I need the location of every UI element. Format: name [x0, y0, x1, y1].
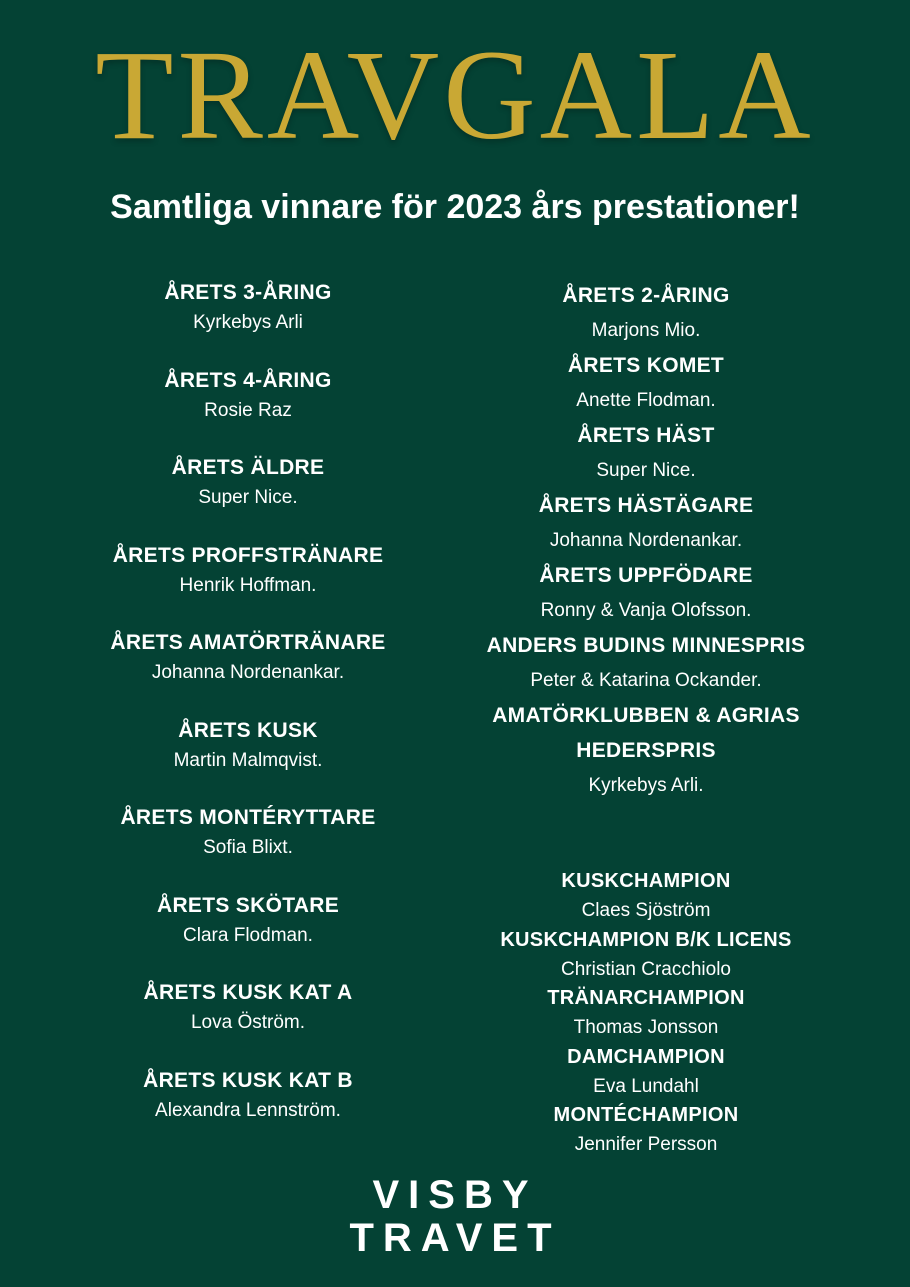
award-item [80, 891, 416, 979]
award-winner: Johanna Nordenankar. [151, 662, 345, 683]
champion-heading: KUSKCHAMPION B/K LICENS [500, 928, 792, 951]
award-winner: Kyrkebys Arli [193, 312, 303, 333]
champion-item [466, 926, 826, 985]
award-heading: ÅRETS UPPFÖDARE [539, 564, 753, 587]
award-item [80, 366, 416, 454]
right-award-column [466, 278, 826, 803]
award-item [466, 488, 826, 558]
award-item [80, 1066, 416, 1154]
award-heading: ÅRETS MONTÉRYTTARE [120, 806, 376, 829]
champion-item [466, 984, 826, 1043]
award-heading: ANDERS BUDINS MINNESPRIS [486, 634, 806, 657]
champion-winner: Claes Sjöström [581, 900, 711, 921]
award-item [80, 628, 416, 716]
award-item [80, 978, 416, 1066]
champion-winner: Christian Cracchiolo [560, 958, 731, 980]
award-item [80, 278, 416, 366]
award-item [80, 803, 416, 891]
award-winner: Lova Öström. [190, 1012, 306, 1033]
award-winner: Sofia Blixt. [203, 837, 293, 858]
award-heading: ÅRETS 4-ÅRING [164, 368, 332, 392]
champion-winner: Jennifer Persson [574, 1134, 718, 1155]
champion-heading: TRÄNARCHAMPION [547, 987, 745, 1009]
award-heading: ÅRETS KOMET [567, 354, 725, 377]
champion-item [466, 1043, 826, 1102]
award-heading: ÅRETS HÄST [577, 424, 715, 447]
left-award-column [80, 278, 416, 1153]
award-item [466, 348, 826, 418]
award-heading: ÅRETS PROFFSTRÄNARE [112, 543, 384, 567]
award-winner: Martin Malmqvist. [173, 749, 323, 771]
award-heading: ÅRETS KUSK [178, 718, 318, 742]
award-winner: Clara Flodman. [183, 924, 313, 946]
award-winner: Ronny & Vanja Olofsson. [540, 600, 752, 621]
award-heading: AMATÖRKLUBBEN & AGRIAS [492, 704, 800, 727]
award-winner: Marjons Mio. [591, 320, 701, 341]
award-item [80, 453, 416, 541]
award-winner: Alexandra Lennström. [155, 1099, 341, 1121]
award-heading: ÅRETS SKÖTARE [156, 893, 340, 917]
award-heading: ÅRETS KUSK KAT B [143, 1068, 353, 1092]
page-subtitle: Samtliga vinnare för 2023 års prestationer! [110, 188, 800, 226]
award-item [466, 558, 826, 628]
champion-heading: MONTÉCHAMPION [553, 1104, 739, 1126]
award-item [466, 278, 826, 348]
award-item [80, 541, 416, 629]
award-winner: Kyrkebys Arli. [588, 775, 704, 796]
champion-item [466, 1101, 826, 1160]
award-heading: ÅRETS 2-ÅRING [562, 284, 730, 307]
award-winner: Anette Flodman. [576, 390, 716, 411]
award-heading: HEDERSPRIS [576, 739, 716, 762]
award-item [466, 698, 826, 803]
award-winner: Rosie Raz [204, 399, 292, 421]
award-heading: ÅRETS AMATÖRTRÄNARE [110, 631, 386, 654]
champion-heading: DAMCHAMPION [567, 1045, 725, 1068]
award-heading: ÅRETS 3-ÅRING [164, 281, 332, 304]
award-winner: Peter & Katarina Ockander. [530, 670, 762, 691]
award-heading: ÅRETS KUSK KAT A [143, 981, 353, 1004]
champion-winner: Eva Lundahl [593, 1075, 699, 1097]
award-winner: Johanna Nordenankar. [549, 530, 743, 551]
award-winner: Super Nice. [198, 487, 298, 508]
page-title: TRAVGALA [95, 24, 815, 166]
champion-heading: KUSKCHAMPION [561, 870, 731, 892]
award-winner: Super Nice. [596, 460, 696, 481]
champion-item [466, 867, 826, 926]
award-heading: ÅRETS ÄLDRE [171, 456, 325, 479]
award-item [80, 716, 416, 804]
award-item [466, 628, 826, 698]
champion-column [466, 867, 826, 1160]
champion-winner: Thomas Jonsson [573, 1017, 719, 1038]
award-winner: Henrik Hoffman. [179, 574, 317, 596]
award-heading: ÅRETS HÄSTÄGARE [538, 494, 754, 517]
visby-travet-logo-line2: TRAVET [349, 1216, 561, 1260]
visby-travet-logo-line1: VISBY [372, 1173, 538, 1217]
award-item [466, 418, 826, 488]
